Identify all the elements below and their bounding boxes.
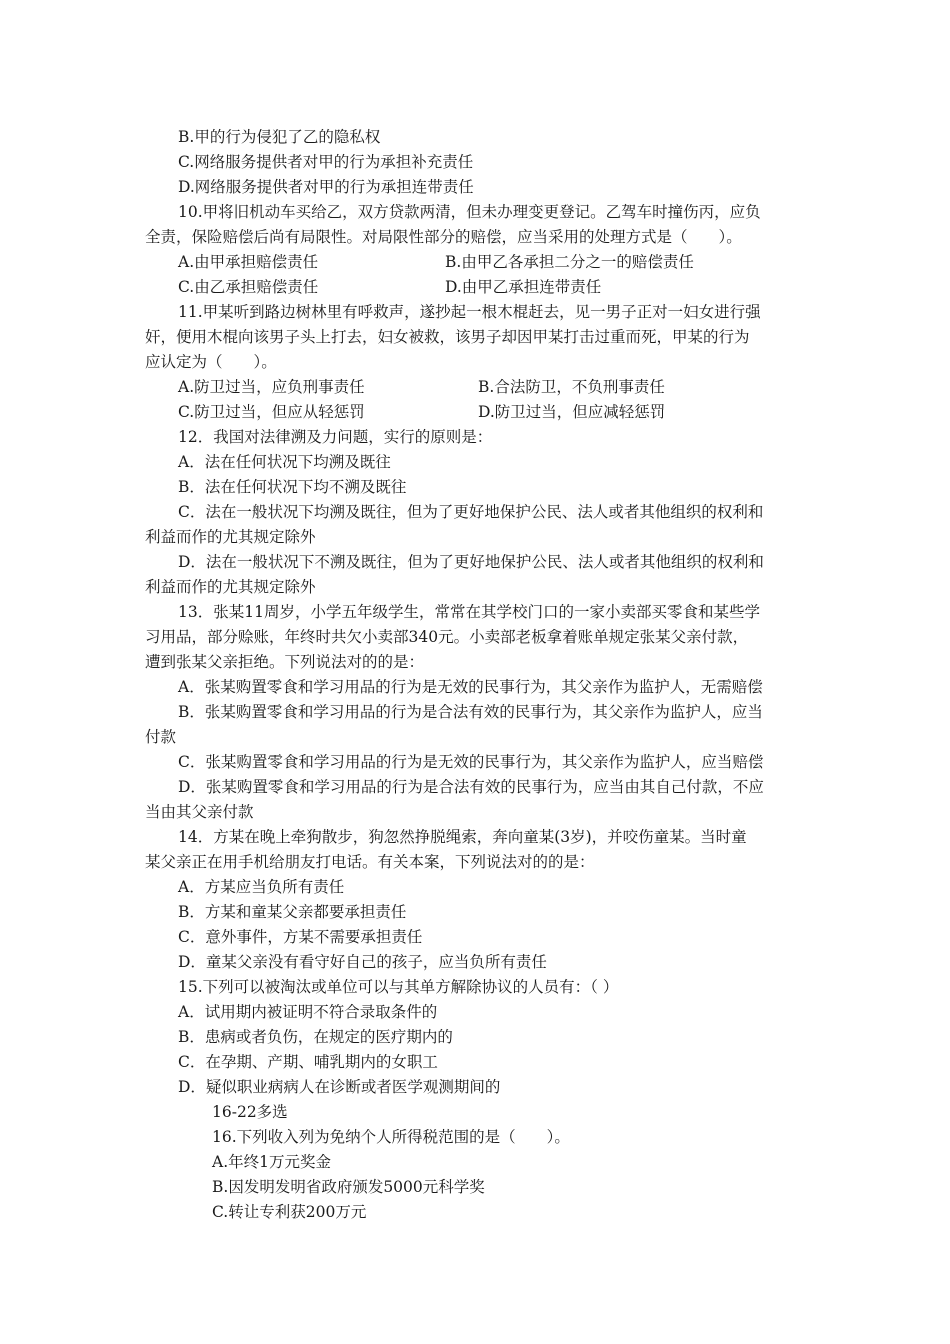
q13-stem-line2: 习用品，部分赊账，年终时共欠小卖部340元。小卖部老板拿着账单规定张某父亲付款，	[145, 628, 749, 646]
q16-stem: 16.下列收入列为免纳个人所得税范围的是（ ）。	[212, 1128, 570, 1146]
q14-stem-line1: 14．方某在晚上牵狗散步，狗忽然挣脱绳索，奔向童某(3岁)，并咬伤童某。当时童	[178, 828, 747, 846]
q13-stem-line1: 13．张某11周岁，小学五年级学生，常常在其学校门口的一家小卖部买零食和某些学	[178, 603, 760, 621]
q13-option-b-line2: 付款	[145, 728, 177, 746]
q15-option-a: A．试用期内被证明不符合录取条件的	[178, 1003, 438, 1021]
q12-option-a: A．法在任何状况下均溯及既往	[178, 453, 391, 471]
q11-option-a: A.防卫过当，应负刑事责任	[178, 378, 365, 396]
q16-option-b: B.因发明发明省政府颁发5000元科学奖	[212, 1178, 485, 1196]
q15-option-b: B．患病或者负伤，在规定的医疗期内的	[178, 1028, 453, 1046]
q13-option-c: C．张某购置零食和学习用品的行为是无效的民事行为，其父亲作为监护人，应当赔偿	[178, 753, 764, 771]
q10-option-b: B.由甲乙各承担二分之一的赔偿责任	[445, 253, 694, 271]
q9-option-b: B.甲的行为侵犯了乙的隐私权	[178, 128, 381, 146]
q11-option-d: D.防卫过当，但应减轻惩罚	[478, 403, 666, 421]
q15-option-d: D．疑似职业病病人在诊断或者医学观测期间的	[178, 1078, 501, 1096]
q12-option-d-line1: D．法在一般状况下不溯及既往，但为了更好地保护公民、法人或者其他组织的权利和	[178, 553, 764, 571]
q11-stem-line2: 奸，便用木棍向该男子头上打去，妇女被救，该男子却因甲某打击过重而死，甲某的行为	[145, 328, 750, 346]
q16-option-a: A.年终1万元奖金	[212, 1153, 331, 1171]
q15-option-c: C．在孕期、产期、哺乳期内的女职工	[178, 1053, 438, 1071]
q14-option-b: B．方某和童某父亲都要承担责任	[178, 903, 407, 921]
q13-stem-line3: 遭到张某父亲拒绝。下列说法对的的是：	[145, 653, 425, 671]
q13-option-b-line1: B．张某购置零食和学习用品的行为是合法有效的民事行为，其父亲作为监护人，应当	[178, 703, 763, 721]
q10-stem-line1: 10.甲将旧机动车买给乙，双方贷款两清，但未办理变更登记。乙驾车时撞伤丙，应负	[178, 203, 761, 221]
q11-stem-line1: 11.甲某听到路边树林里有呼救声，遂抄起一根木棍赶去，见一男子正对一妇女进行强	[178, 303, 761, 321]
q10-stem-line2: 全责，保险赔偿后尚有局限性。对局限性部分的赔偿，应当采用的处理方式是（ ）。	[145, 228, 742, 246]
q9-option-c: C.网络服务提供者对甲的行为承担补充责任	[178, 153, 474, 171]
q14-option-d: D．童某父亲没有看守好自己的孩子，应当负所有责任	[178, 953, 547, 971]
q12-option-d-line2: 利益而作的尤其规定除外	[145, 578, 316, 596]
q9-option-d: D.网络服务提供者对甲的行为承担连带责任	[178, 178, 474, 196]
q10-option-a: A.由甲承担赔偿责任	[178, 253, 319, 271]
q12-option-c-line2: 利益而作的尤其规定除外	[145, 528, 316, 546]
q11-option-b: B.合法防卫，不负刑事责任	[478, 378, 665, 396]
q14-option-c: C．意外事件，方某不需要承担责任	[178, 928, 423, 946]
q12-option-b: B．法在任何状况下均不溯及既往	[178, 478, 407, 496]
q14-option-a: A．方某应当负所有责任	[178, 878, 345, 896]
q13-option-a: A．张某购置零食和学习用品的行为是无效的民事行为，其父亲作为监护人，无需赔偿	[178, 678, 763, 696]
q13-option-d-line1: D．张某购置零食和学习用品的行为是合法有效的民事行为，应当由其自己付款，不应	[178, 778, 764, 796]
q15-stem: 15.下列可以被淘汰或单位可以与其单方解除协议的人员有：（ ）	[178, 978, 619, 996]
q16-option-c: C.转让专利获200万元	[212, 1203, 367, 1221]
q11-stem-line3: 应认定为（ ）。	[145, 353, 277, 371]
section-heading-multiple-choice: 16-22多选	[212, 1103, 288, 1121]
q11-option-c: C.防卫过当，但应从轻惩罚	[178, 403, 365, 421]
q14-stem-line2: 某父亲正在用手机给朋友打电话。有关本案，下列说法对的的是：	[145, 853, 595, 871]
q12-option-c-line1: C．法在一般状况下均溯及既往，但为了更好地保护公民、法人或者其他组织的权利和	[178, 503, 764, 521]
q12-stem: 12．我国对法律溯及力问题，实行的原则是：	[178, 428, 493, 446]
q10-option-c: C.由乙承担赔偿责任	[178, 278, 319, 296]
q13-option-d-line2: 当由其父亲付款	[145, 803, 254, 821]
q10-option-d: D.由甲乙承担连带责任	[445, 278, 602, 296]
